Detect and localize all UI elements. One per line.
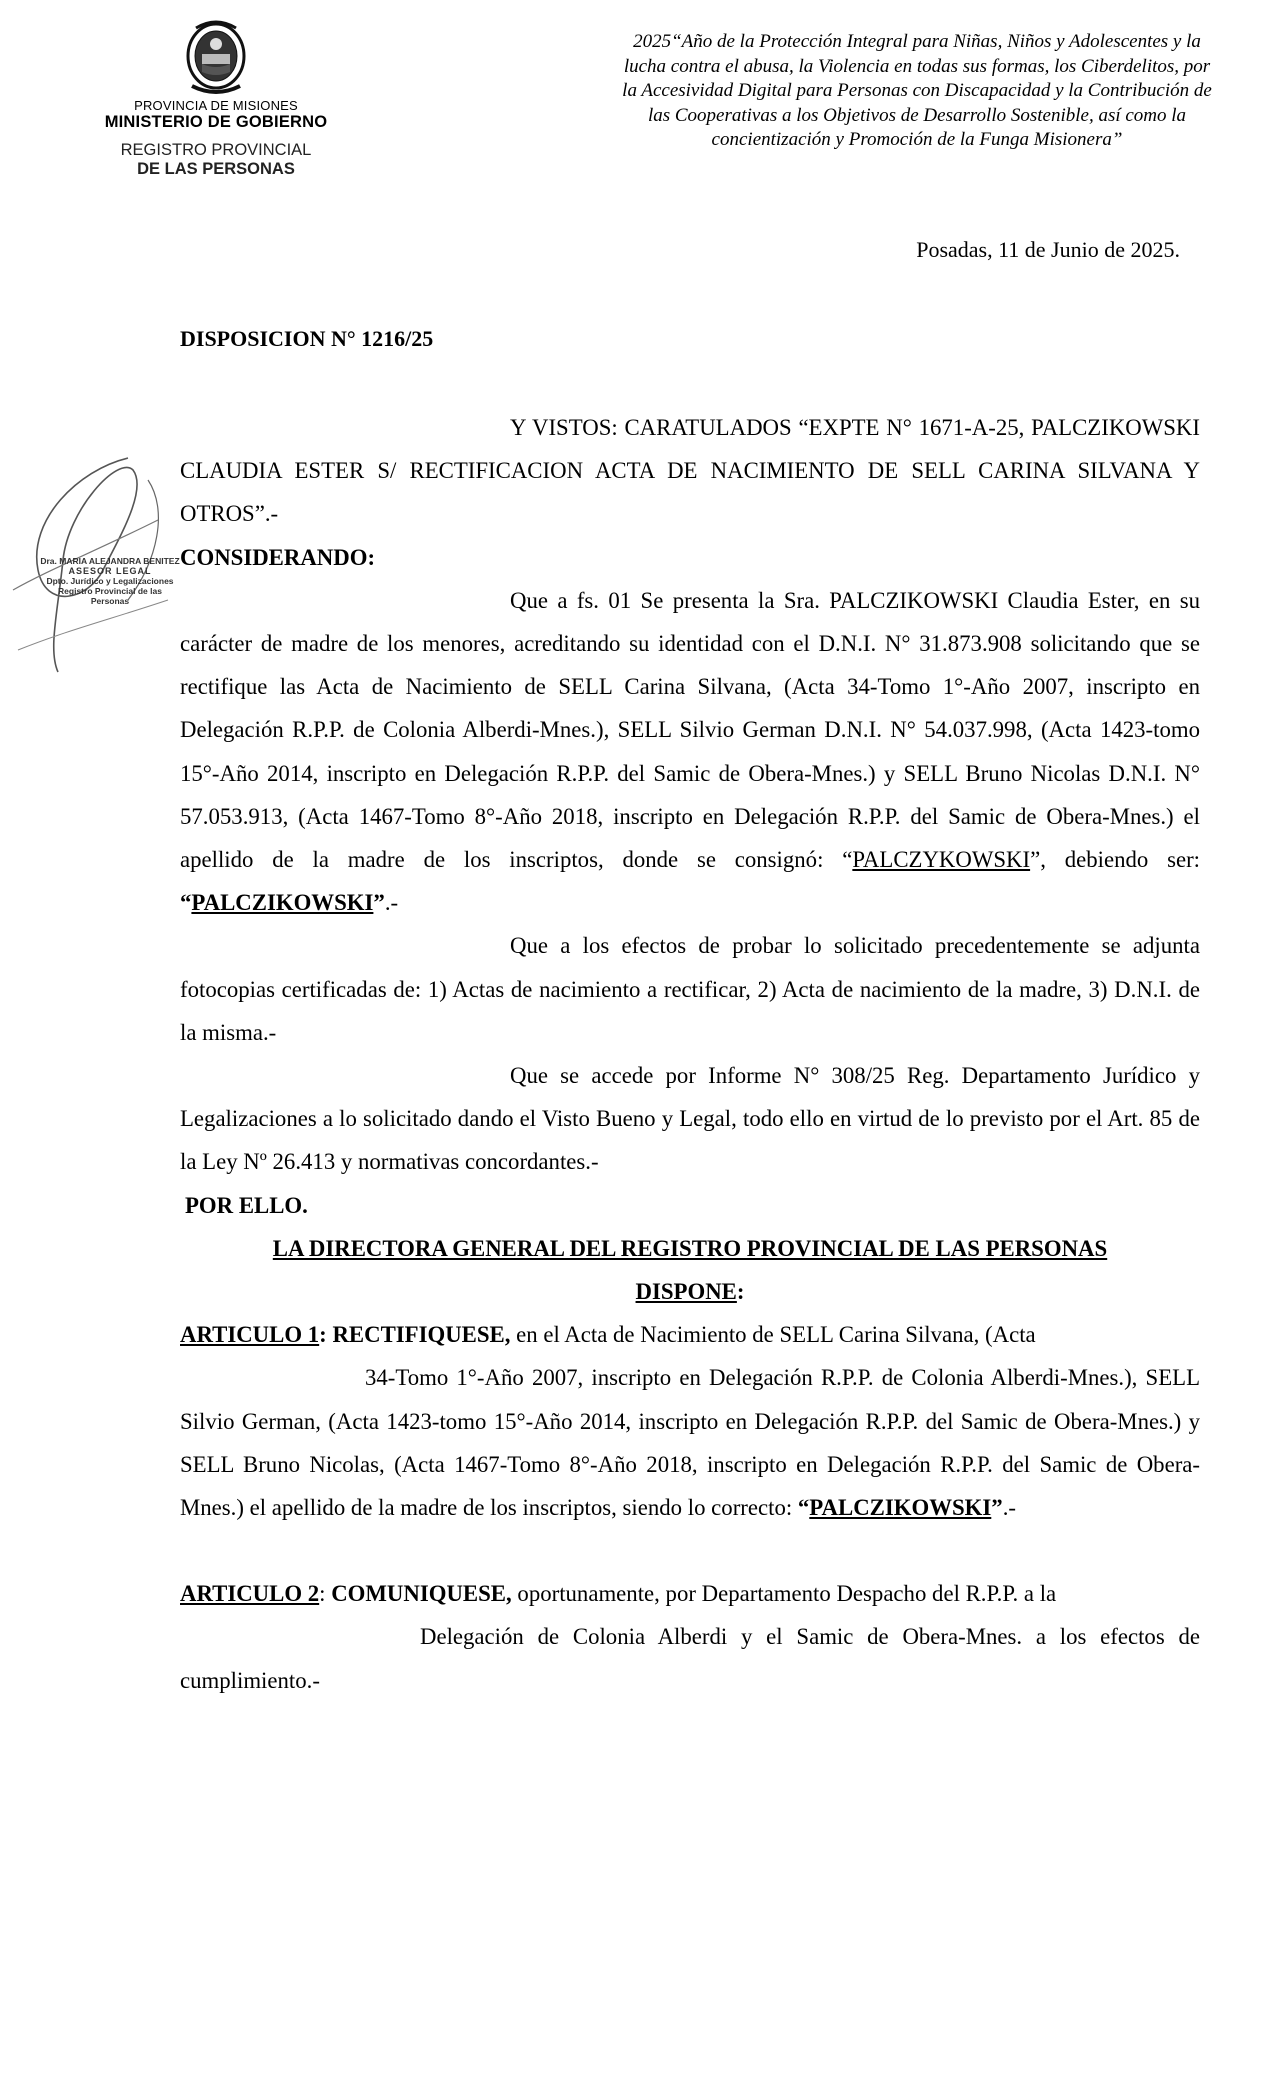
directora-heading: LA DIRECTORA GENERAL DEL REGISTRO PROVINCIAL DE LAS PERSONAS bbox=[272, 1235, 1108, 1261]
article-1-body bbox=[180, 1356, 1200, 1529]
article-1-open-quote: “ bbox=[797, 1495, 810, 1521]
article-1-end: .- bbox=[1002, 1495, 1016, 1521]
article-1-label: ARTICULO 1 bbox=[180, 1322, 320, 1348]
para1-end: .- bbox=[384, 890, 399, 916]
registry-line-2: DE LAS PERSONAS bbox=[137, 160, 295, 178]
article-1-verb: RECTIFIQUESE, bbox=[332, 1322, 511, 1348]
stamp-role: ASESOR LEGAL bbox=[68, 566, 152, 576]
article-1-first-line bbox=[180, 1313, 1200, 1356]
article-2-first-line bbox=[180, 1572, 1200, 1615]
para1-mid-text: ”, debiendo ser: bbox=[1030, 847, 1200, 873]
para1-text: Que a fs. 01 Se presenta la Sra. PALCZIKOWSKI Claudia Ester, en su carácter de madre de los menores, acreditando su identidad con el D.N.I. N° 31.873.908 solicitando que se rectifique las Acta de Nacimiento de SELL Carina Silvana, (Acta 34-Tomo 1°-Año 2007, inscripto en Delegación R.P.P. de Colonia Alberdi-Mnes.), SELL Silvio German D.N.I. N° 54.037.998, (Acta 1423-tomo 15°-Año 2014, inscripto en Delegación R.P.P. del Samic de Obera-Mnes.) y SELL Bruno Nicolas D.N.I. N° 57.053.913, (Acta 1467-Tomo 8°-Año 2018, inscripto en Delegación R.P.P. del Samic de Obera-Mnes.) el apellido de la madre de los inscriptos, donde se consignó: “ bbox=[180, 587, 1200, 873]
considerando-heading: CONSIDERANDO: bbox=[180, 544, 376, 570]
article-2-line-1: oportunamente, por Departamento Despacho del R.P.P. a la bbox=[511, 1581, 1057, 1607]
stamp-registry: Registro Provincial de las Personas bbox=[58, 586, 162, 606]
official-year-motto: 2025“Año de la Protección Integral para Niñas, Niños y Adolescentes y la lucha contra el abusa, la Violencia en todas sus formas, los Ciberdelitos, por la Accesividad Digital para Personas con Discapacidad y la Contribución de las Cooperativas a los Objetivos de Desarrollo Sostenible, así como la concientización y Promoción de la Funga Misionera” bbox=[622, 31, 1212, 150]
close-quote: ” bbox=[373, 890, 385, 916]
article-2-colon: : bbox=[319, 1581, 332, 1607]
article-1-line-1: en el Acta de Nacimiento de SELL Carina Silvana, (Acta bbox=[510, 1322, 1036, 1348]
considerando-paragraph-3: Que se accede por Informe N° 308/25 Reg. Departamento Jurídico y Legalizaciones a lo solicitado dando el Visto Bueno y Legal, todo ello en virtud de lo previsto por el Art. 85 de la Ley Nº 26.413 y normativas concordantes.- bbox=[180, 1063, 1200, 1175]
dispone-colon: : bbox=[736, 1279, 745, 1305]
article-2-body: Delegación de Colonia Alberdi y el Samic de Obera-Mnes. a los efectos de cumplimiento.- bbox=[180, 1624, 1200, 1693]
header-logo-block bbox=[92, 18, 340, 179]
ministry-name: MINISTERIO DE GOBIERNO bbox=[104, 113, 328, 131]
vistos-paragraph: Y VISTOS: CARATULADOS “EXPTE N° 1671-A-25, PALCZIKOWSKI CLAUDIA ESTER S/ RECTIFICACION ACTA DE NACIMIENTO DE SELL CARINA SILVANA Y OTROS”.- bbox=[180, 415, 1200, 527]
correct-surname: PALCZIKOWSKI bbox=[191, 890, 374, 916]
wrong-surname: PALCZYKOWSKI bbox=[852, 847, 1031, 873]
por-ello-heading: POR ELLO. bbox=[185, 1192, 308, 1218]
registry-line-1: REGISTRO PROVINCIAL bbox=[120, 141, 312, 159]
article-2-verb: COMUNIQUESE, bbox=[331, 1581, 512, 1607]
article-1-text: 34-Tomo 1°-Año 2007, inscripto en Delegación R.P.P. de Colonia Alberdi-Mnes.), SELL Silvio German, (Acta 1423-tomo 15°-Año 2014, inscripto en Delegación R.P.P. del Samic de Obera-Mnes.) y SELL Bruno Nicolas, (Acta 1467-Tomo 8°-Año 2018, inscripto en Delegación R.P.P. del Samic de Obera-Mnes.) el apellido de la madre de los inscriptos, siendo lo correcto: bbox=[180, 1365, 1200, 1521]
stamp-name: Dra. MARIA ALEJANDRA BENITEZ bbox=[40, 556, 180, 566]
dispone-heading bbox=[180, 1270, 1200, 1313]
province-name: PROVINCIA DE MISIONES bbox=[134, 98, 298, 113]
document-body bbox=[180, 406, 1200, 1702]
provincial-seal-icon bbox=[178, 18, 254, 96]
considerando-paragraph-2: Que a los efectos de probar lo solicitado precedentemente se adjunta fotocopias certificadas de: 1) Actas de nacimiento a rectificar, 2) Acta de nacimiento de la madre, 3) D.N.I. de la misma.- bbox=[180, 933, 1200, 1045]
stamp-department: Dpto. Jurídico y Legalizaciones bbox=[46, 576, 174, 586]
article-2-label: ARTICULO 2 bbox=[180, 1581, 320, 1607]
considerando-paragraph-1 bbox=[180, 579, 1200, 925]
disposition-title: DISPOSICION N° 1216/25 bbox=[180, 326, 434, 351]
open-quote: “ bbox=[180, 890, 192, 916]
signature-stamp bbox=[40, 556, 180, 606]
document-date: Posadas, 11 de Junio de 2025. bbox=[916, 237, 1180, 262]
article-1-colon: : bbox=[319, 1322, 333, 1348]
article-1-close-quote: ” bbox=[991, 1495, 1003, 1521]
article-1-surname: PALCZIKOWSKI bbox=[809, 1495, 992, 1521]
dispone-word: DISPONE bbox=[635, 1279, 737, 1305]
